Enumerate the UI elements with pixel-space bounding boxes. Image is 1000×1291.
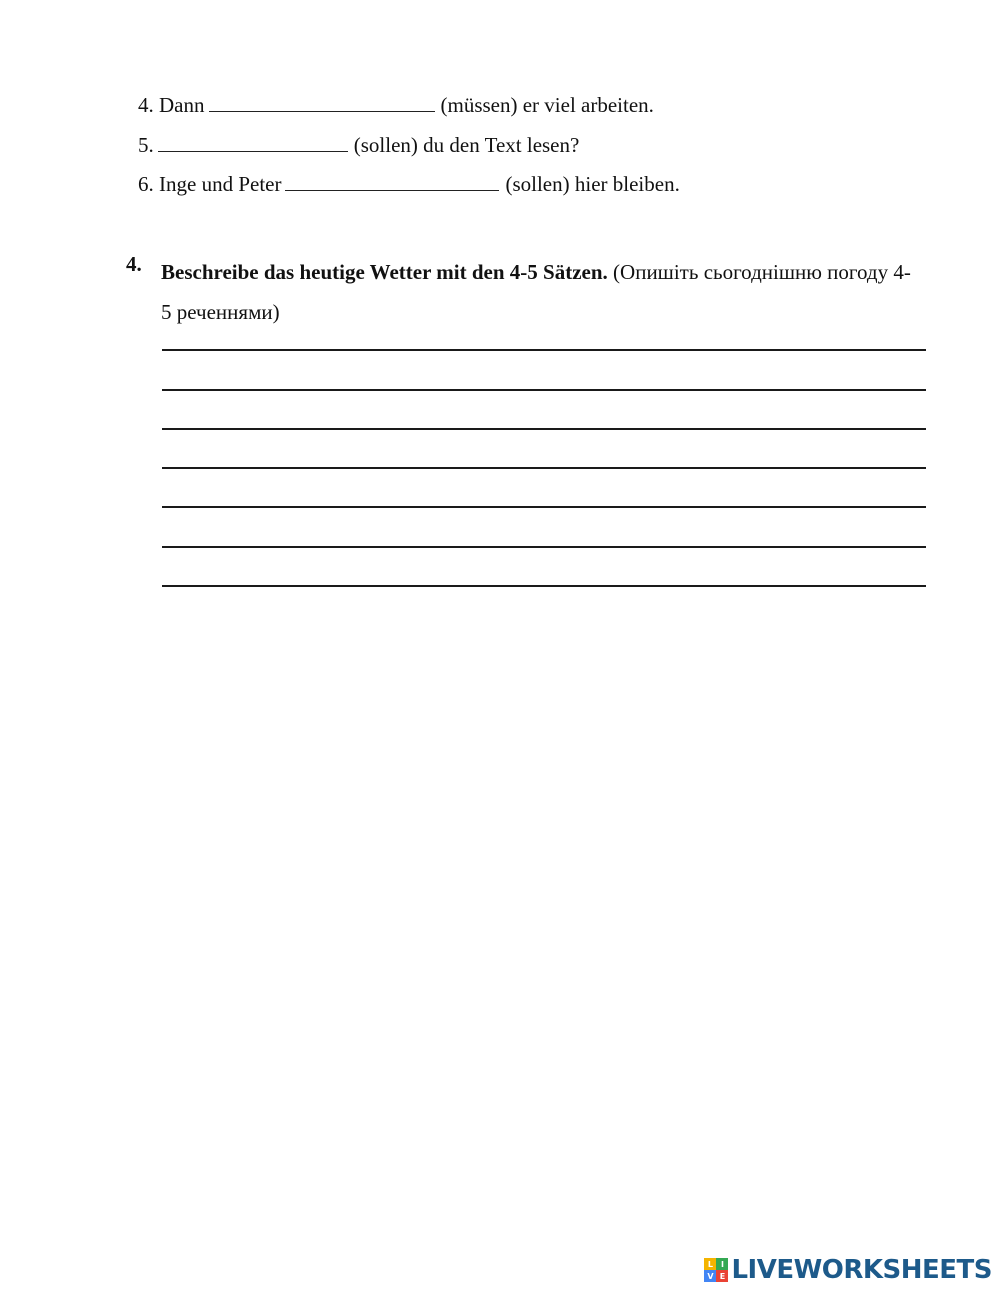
answer-line[interactable] xyxy=(162,467,926,469)
logo-text: LIVEWORKSHEETS xyxy=(731,1255,992,1285)
answer-blank[interactable] xyxy=(209,93,435,112)
exercise-item-6 xyxy=(138,172,680,196)
exercise-item-4 xyxy=(138,93,654,117)
logo-badge-letter: L xyxy=(704,1258,716,1270)
item-text-before: Inge und Peter xyxy=(159,172,282,196)
logo-badge-letter: E xyxy=(716,1270,728,1282)
task-instruction-german: Beschreibe das heutige Wetter mit den 4-5 Sätzen. xyxy=(161,260,608,284)
item-text-after: (sollen) du den Text lesen? xyxy=(353,133,580,157)
task-number: 4. xyxy=(126,252,142,276)
item-number: 4. xyxy=(138,93,154,117)
item-text-after: (sollen) hier bleiben. xyxy=(505,172,680,196)
answer-line[interactable] xyxy=(162,585,926,587)
item-number: 5. xyxy=(138,133,154,157)
item-text-before: Dann xyxy=(159,93,205,117)
answer-line[interactable] xyxy=(162,349,926,351)
answer-blank[interactable] xyxy=(285,172,499,191)
answer-line[interactable] xyxy=(162,389,926,391)
task-instruction-ukrainian: (Опишіть сьогоднішню погоду 4-5 реченнями) xyxy=(161,260,911,324)
task-instruction xyxy=(161,252,921,332)
answer-blank[interactable] xyxy=(158,133,348,152)
answer-line[interactable] xyxy=(162,506,926,508)
answer-line[interactable] xyxy=(162,546,926,548)
exercise-item-5 xyxy=(138,133,579,157)
logo-badge-letter: V xyxy=(704,1270,716,1282)
logo-badge-letter: I xyxy=(716,1258,728,1270)
item-text-after: (müssen) er viel arbeiten. xyxy=(440,93,654,117)
answer-line[interactable] xyxy=(162,428,926,430)
logo-badge-icon xyxy=(704,1258,728,1282)
liveworksheets-logo xyxy=(704,1255,992,1285)
item-number: 6. xyxy=(138,172,154,196)
